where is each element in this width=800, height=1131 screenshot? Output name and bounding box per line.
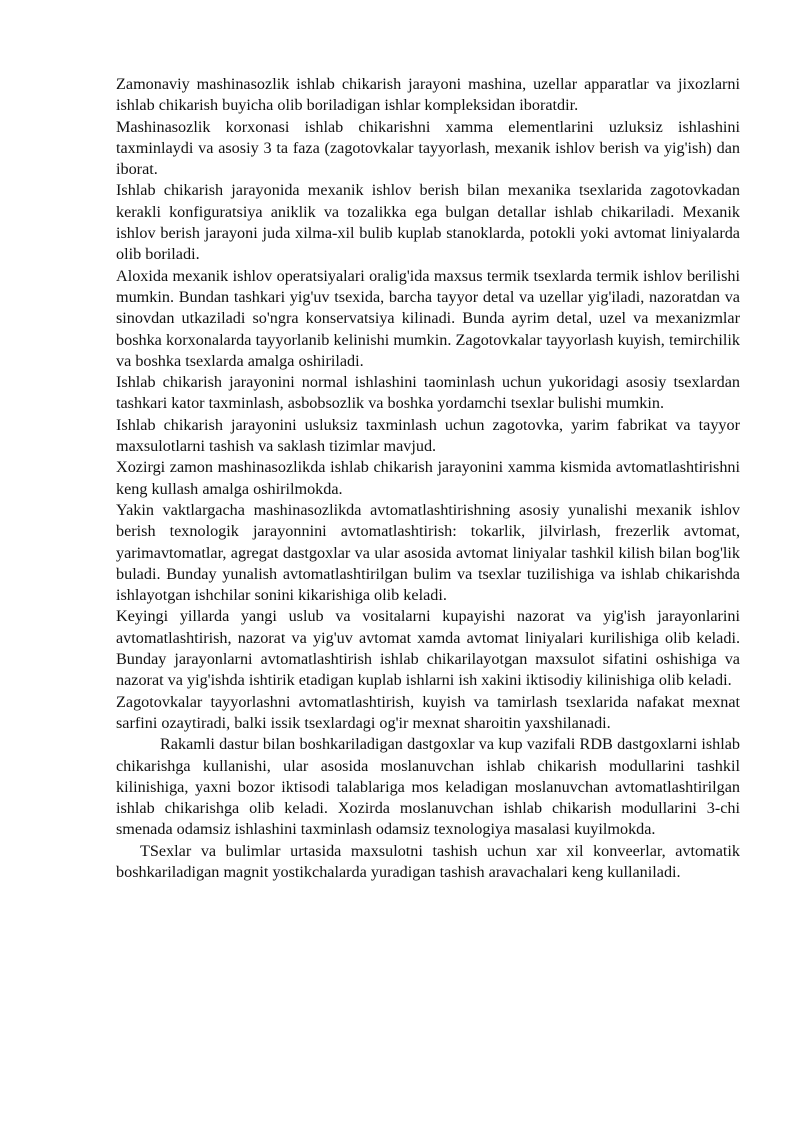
paragraph-thermal-assembly: Aloxida mexanik ishlov operatsiyalari oralig'ida maxsus termik tsexlarda termik ishlov berilishi mumkin. Bundan tashkari yig'uv tsexida, barcha tayyor detal va uzellar yig'iladi, nazoratdan va sinovdan utkaziladi so'ngra konservatsiya kilinadi. Bunda ayrim detal, uzel va mexanizmlar boshka korxonalarda tayyorlanib kelinishi mumkin. Zagotovkalar tayyorlash kuyish, temirchilik va boshka tsexlarda amalga oshiriladi. [116,266,740,370]
document-body [116,74,740,883]
paragraph-enterprise-phases: Mashinasozlik korxonasi ishlab chikarishni xamma elementlarini uzluksiz ishlashini taxminlaydi va asosiy 3 ta faza (zagotovkalar tayyorlash, mexanik ishlov berish va yig'ish) dan iborat. [116,117,740,179]
paragraph-conveyors: TSexlar va bulimlar urtasida maxsulotni tashish uchun xar xil konveerlar, avtomatik boshkariladigan magnit yostikchalarda yuradigan tashish aravachalari keng kullaniladi. [116,841,740,881]
paragraph-control-assembly: Keyingi yillarda yangi uslub va vositalarni kupayishi nazorat va yig'ish jarayonlarini avtomatlashtirish, nazorat va yig'uv avtomat xamda avtomat liniyalari kurilishiga olib keladi. Bunday jarayonlarni avtomatlashtirish ishlab chikarilayotgan maxsulot sifatini oshishiga va nazorat va yig'ishda ishtirik etadigan kuplab ishlarni ish xakini iktisodiy kilinishiga olib keladi. [116,607,740,690]
paragraph-automation-direction: Yakin vaktlargacha mashinasozlikda avtomatlashtirishning asosiy yunalishi mexanik ishlov berish texnologik jarayonnini avtomatlashtirish: tokarlik, jilvirlash, frezerlik avtomat, yarimavtomatlar, agregat dastgoxlar va ular asosida avtomat liniyalar tashkil kilish bilan bog'lik buladi. Bunday yunalish avtomatlashtirilgan bulim va tsexlar tuzilishiga va ishlab chikarishda ishlayotgan ishchilar sonini kikarishiga olib keladi. [116,500,740,605]
paragraph-auxiliary-shops: Ishlab chikarish jarayonini normal ishlashini taominlash uchun yukoridagi asosiy tsexlardan tashkari kator taxminlash, asbobsozlik va boshka yordamchi tsexlar bulishi mumkin. [116,373,740,413]
paragraph-blank-preparation: Zagotovkalar tayyorlashni avtomatlashtirish, kuyish va tamirlash tsexlarida nafakat mexnat sarfini ozaytiradi, balki issik tsexlardagi og'ir mexnat sharoitin yaxshilanadi. [116,692,740,732]
paragraph-transport-storage: Ishlab chikarish jarayonini usluksiz taxminlash uchun zagotovka, yarim fabrikat va tayyor maxsulotlarni tashish va saklash tizimlar mavjud. [116,415,740,456]
paragraph-intro: Zamonaviy mashinasozlik ishlab chikarish jarayoni mashina, uzellar apparatlar va jixozlarni ishlab chikarish buyicha olib boriladigan ishlar kompleksidan iboratdir. [116,75,740,115]
paragraph-modern-automation: Xozirgi zamon mashinasozlikda ishlab chikarish jarayonini xamma kismida avtomatlashtirishni keng kullash amalga oshirilmokda. [116,458,740,498]
paragraph-machining: Ishlab chikarish jarayonida mexanik ishlov berish bilan mexanika tsexlarida zagotovkadan kerakli konfiguratsiya aniklik va tozalikka ega bulgan detallar ishlab chikariladi. Mexanik ishlov berish jarayoni juda xilma-xil bulib kuplab stanoklarda, potokli yoki avtomat liniyalarda olib boriladi. [116,181,740,264]
paragraph-cnc-machines: Rakamli dastur bilan boshkariladigan dastgoxlar va kup vazifali RDB dastgoxlarni ishlab chikarishga kullanishi, ular asosida moslanuvchan ishlab chikarish modullarini tashkil kilinishiga, yaxni bozor iktisodi talablariga mos keladigan moslanuvchan avtomatlashtirilgan ishlab chikarishga olib keladi. Xozirda moslanuvchan ishlab chikarish modullarini 3-chi smenada odamsiz ishlashini taxminlash odamsiz texnologiya masalasi kuyilmokda. [116,735,740,839]
